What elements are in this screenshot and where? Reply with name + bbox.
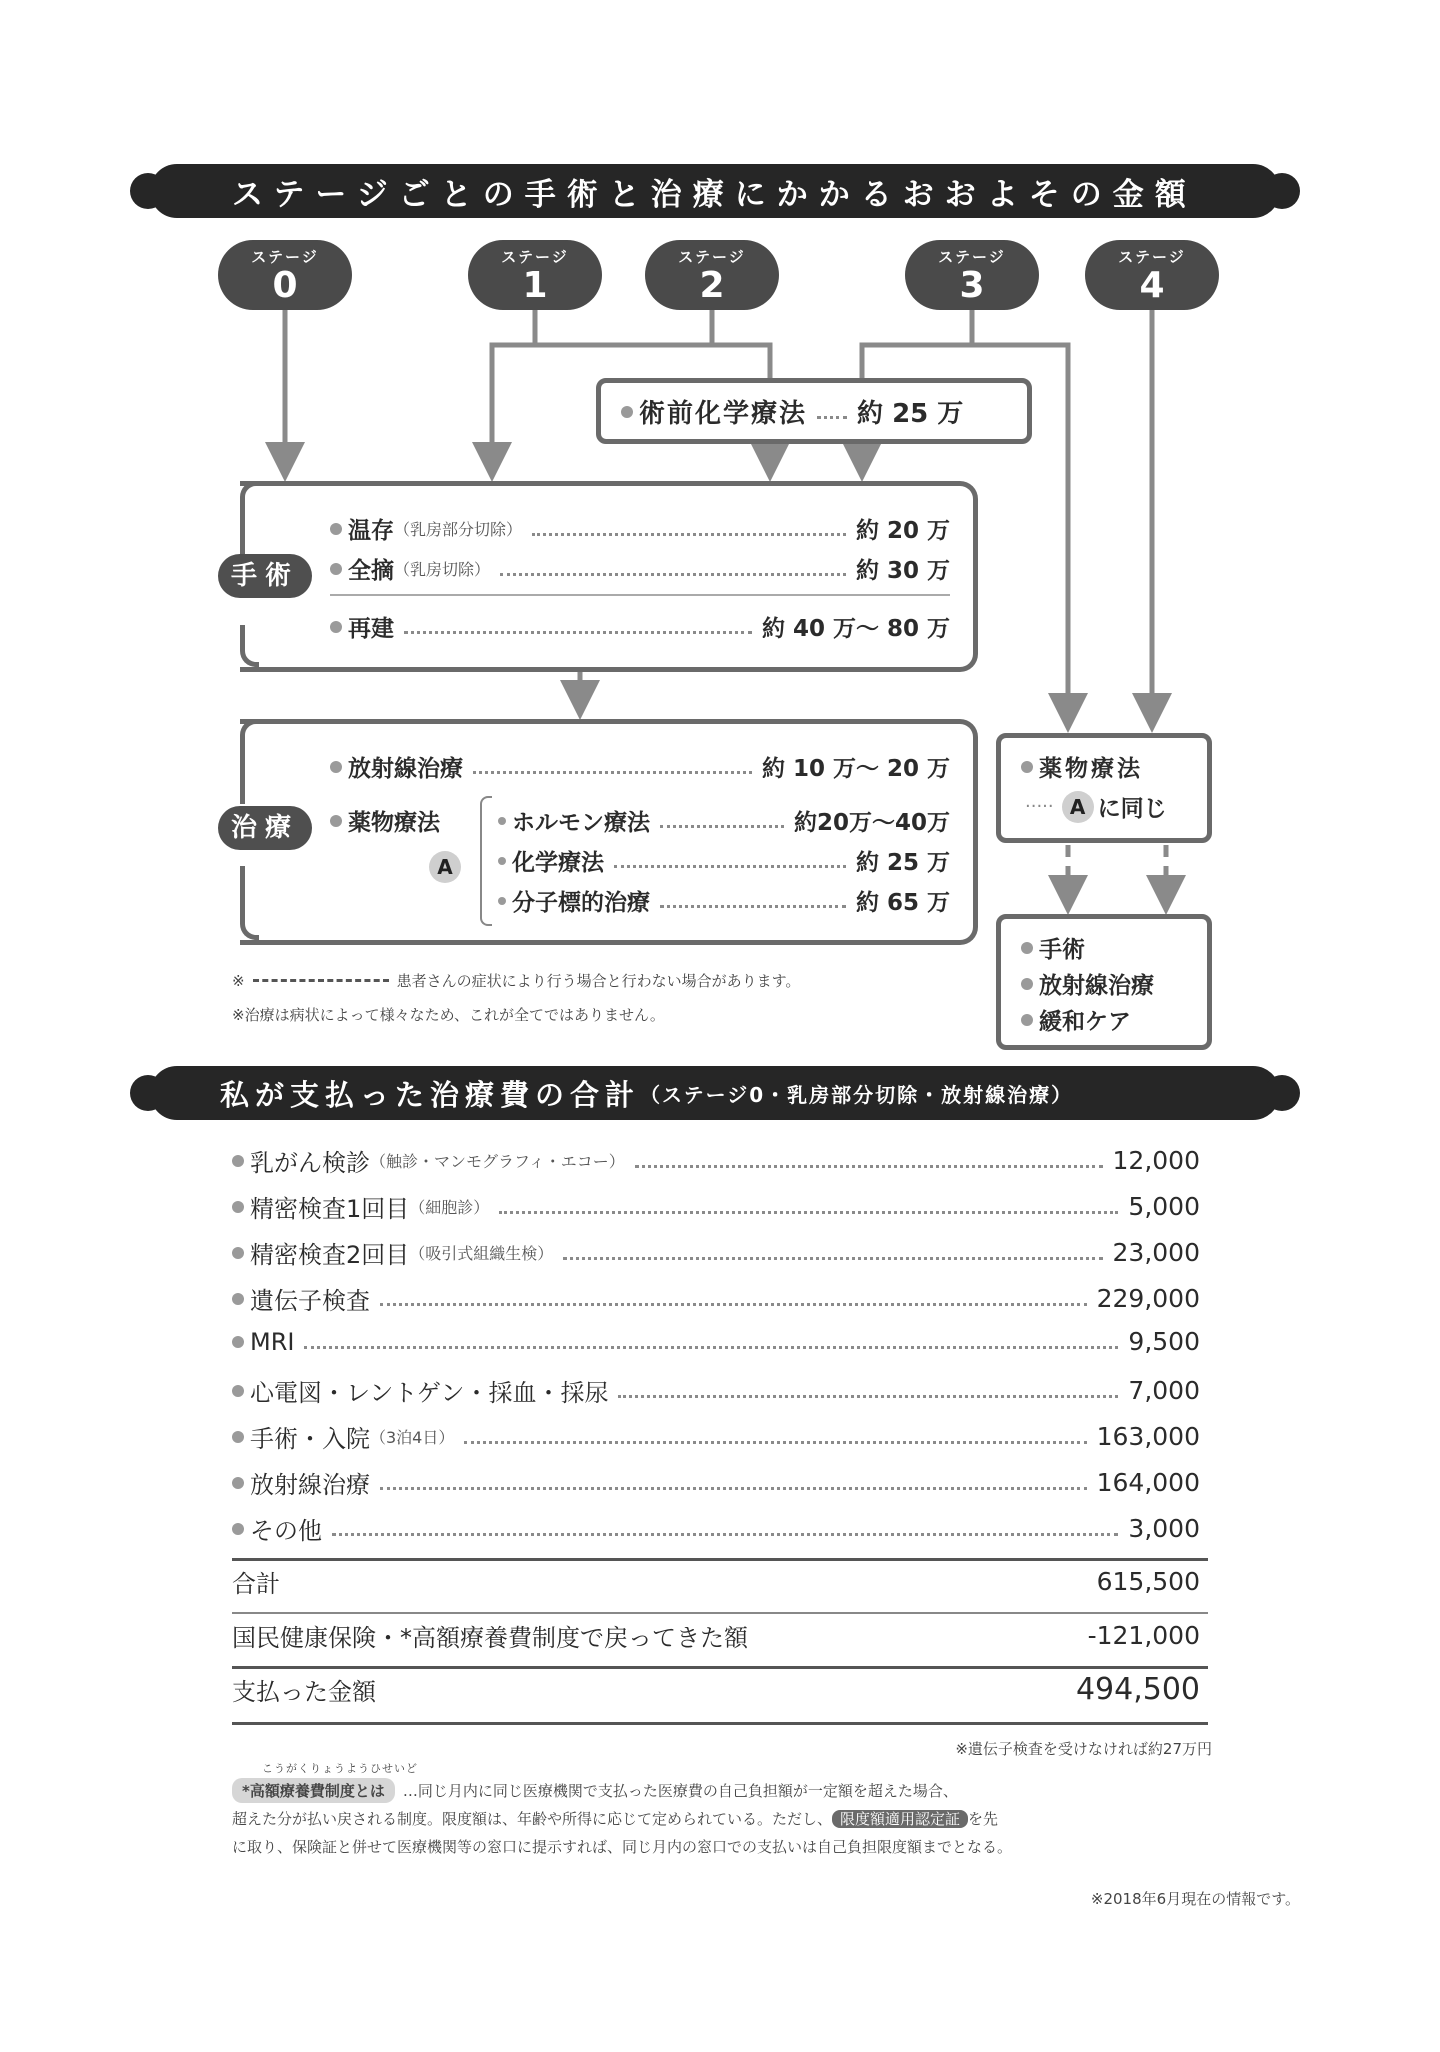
drug-hormone [498,804,950,837]
preop-label: 術前化学療法 [639,399,808,429]
surgery-item-total [330,552,950,585]
total-label: 合計 [232,1570,280,1598]
leader-dots [404,631,752,634]
treatment-drug-label [330,804,440,837]
option-label: 放射線治療 [1039,973,1154,999]
bullet-icon [1021,761,1033,773]
refund-value: -121,000 [1087,1621,1200,1650]
cost-label: 乳がん検診 [250,1149,370,1177]
item-sub: （乳房部分切除） [394,520,523,539]
leader-dots [817,416,847,419]
cost-sub: （3泊4日） [370,1428,455,1447]
surgery-item-conserve [330,512,950,545]
footnote-text: …同じ月内に同じ医療機関で支払った医療費の自己負担額が一定額を超えた場合、 [402,1782,958,1800]
line-stage3-to-preop [862,310,972,378]
footnote-line2 [232,1808,998,1829]
preop-cost: 約 25 万 [857,399,964,429]
stage-number: 3 [959,265,985,306]
leader-dots [473,771,752,774]
bullet-icon [1021,978,1033,990]
divider-line [232,1722,1208,1725]
stage-label: ステージ [501,248,569,266]
treatment-box [240,719,978,945]
bullet-icon [232,1293,244,1305]
item-cost: 約 10 万〜 20 万 [761,756,950,782]
bullet-icon [232,1336,244,1348]
item-label: 分子標的治療 [512,890,650,916]
footnote-line3: に取り、保険証と併せて医療機関等の窓口に提示すれば、同じ月内の窓口での支払いは自己負担限度額までとなる。 [232,1838,1013,1856]
stage-label: ステージ [251,248,319,266]
bullet-icon [1021,942,1033,954]
date-note: ※2018年6月現在の情報です。 [1090,1890,1300,1908]
cost-row [232,1465,1200,1500]
stage-number: 4 [1139,265,1165,306]
right-drug-suffix: に同じ [1097,796,1167,822]
item-cost: 約 30 万 [855,558,950,584]
bullet-icon [232,1155,244,1167]
footnote-line1 [232,1778,958,1803]
item-label: 化学療法 [512,850,604,876]
right-drug-label: 薬物療法 [1039,756,1143,782]
item-label: 再建 [348,616,394,642]
leader-dots [380,1487,1087,1490]
leader-dots [380,1303,1087,1306]
leader-dots [304,1346,1118,1349]
note-text: 患者さんの症状により行う場合と行わない場合があります。 [396,972,801,990]
stage-number: 2 [699,265,725,306]
cost-row [232,1327,1200,1356]
surgery-item-reconstruction [330,610,950,643]
cost-row [232,1189,1200,1224]
refund-row [232,1618,1200,1653]
stage-label: ステージ [938,248,1006,266]
footnote-ruby: こうがくりょうようひせいど [262,1762,418,1775]
cost-value: 23,000 [1112,1238,1200,1267]
bullet-icon [330,523,342,535]
cost-label: 心電図・レントゲン・採血・採尿 [250,1379,609,1407]
item-sub: （乳房切除） [394,560,491,579]
bullet-icon [621,406,633,418]
stage-label: ステージ [678,248,746,266]
bullet-icon [498,817,506,825]
refund-label: 国民健康保険・*高額療養費制度で戻ってきた額 [232,1624,748,1652]
bullet-icon [232,1523,244,1535]
cost-row [232,1143,1200,1178]
cost-sub: （触診・マンモグラフィ・エコー） [370,1152,625,1171]
cost-row [232,1373,1200,1408]
option-palliative [1021,1003,1131,1036]
treatment-radiation [330,750,950,783]
leader-dots [618,1395,1118,1398]
arrow-stage1 [492,310,535,462]
divider-line [232,1612,1208,1614]
bullet-icon [232,1431,244,1443]
item-cost: 約 65 万 [855,890,950,916]
note-prefix: ※ [232,971,245,990]
cost-label: 遺伝子検査 [250,1287,370,1315]
preop-row [621,393,1007,430]
dashed-line-legend [253,979,389,982]
option-label: 緩和ケア [1039,1009,1131,1035]
surgery-box [240,481,978,672]
cost-label: MRI [250,1327,295,1356]
drug-marker-a: A [429,851,461,883]
leader-dots [563,1257,1102,1260]
cost-value: 3,000 [1128,1514,1200,1543]
divider-line [232,1666,1208,1669]
cost-label: 手術・入院 [250,1425,370,1453]
drug-targeted [498,884,950,917]
bullet-icon [232,1477,244,1489]
leader-dots [532,533,846,536]
bullet-icon [1021,1014,1033,1026]
leader-dots [614,865,846,868]
bullet-icon [498,897,506,905]
stage-label: ステージ [1118,248,1186,266]
bullet-icon [330,621,342,633]
cost-value: 12,000 [1112,1146,1200,1175]
drug-marker-a: A [1062,791,1094,823]
line-stage1-to-preop [535,345,770,378]
right-drug-same-row [1025,790,1167,823]
stage-number: 1 [522,265,548,306]
footnote-highlight: 限度額適用認定証 [832,1810,968,1828]
option-label: 手術 [1039,937,1085,963]
right-drug-label-row [1021,750,1143,783]
item-label: 薬物療法 [348,810,440,836]
total-value: 615,500 [1096,1567,1200,1596]
note-variety: ※治療は病状によって様々なため、これが全てではありません。 [232,1006,665,1024]
item-cost: 約 40 万〜 80 万 [761,616,950,642]
cost-value: 9,500 [1128,1327,1200,1356]
leader-dots [332,1533,1118,1536]
bullet-icon [232,1247,244,1259]
banner-left-cap [130,1075,166,1111]
paid-value: 494,500 [1075,1672,1200,1707]
leader-dots [499,1211,1118,1214]
leader-text: ····· [1025,796,1054,817]
cost-value: 229,000 [1096,1284,1200,1313]
section2-subtitle: （ステージ0・乳房部分切除・放射線治療） [640,1082,1074,1107]
paid-row [232,1672,1200,1707]
cost-sub: （細胞診） [409,1198,490,1217]
leader-dots [500,573,846,576]
bullet-icon [232,1201,244,1213]
footnote-text: を先 [968,1810,999,1828]
surgery-tag: 手術 [218,554,312,598]
gene-note: ※遺伝子検査を受けなければ約27万円 [955,1740,1212,1758]
treatment-box-left-stub [240,719,259,804]
bullet-icon [330,563,342,575]
item-label: ホルモン療法 [512,810,650,836]
right-drug-box [996,733,1212,843]
cost-value: 164,000 [1096,1468,1200,1497]
cost-value: 163,000 [1096,1422,1200,1451]
drug-chemo [498,844,950,877]
cost-value: 7,000 [1128,1376,1200,1405]
cost-row [232,1281,1200,1316]
preop-box [596,378,1032,444]
cost-value: 5,000 [1128,1192,1200,1221]
drug-bracket [480,796,492,926]
right-options-box [996,914,1212,1050]
section1-title: ステージごとの手術と治療にかかるおおよその金額 [232,176,1197,213]
treatment-box-left-stub-bottom [240,866,259,940]
cost-label: 精密検査2回目 [250,1241,410,1269]
option-surgery [1021,931,1085,964]
cost-label: 放射線治療 [250,1471,370,1499]
leader-dots [635,1165,1103,1168]
bullet-icon [330,815,342,827]
item-label: 温存 [348,518,394,544]
footnote-text: 超えた分が払い戻される制度。限度額は、年齢や所得に応じて定められている。ただし、 [232,1810,833,1828]
cost-row [232,1235,1200,1270]
leader-dots [464,1441,1086,1444]
surgery-box-left-stub-bottom [240,625,259,667]
surgery-divider [330,594,950,596]
item-cost: 約20万〜40万 [793,810,950,836]
cost-label: 精密検査1回目 [250,1195,410,1223]
paid-label: 支払った金額 [232,1678,376,1706]
cost-row [232,1419,1200,1454]
total-row [232,1564,1200,1599]
item-label: 放射線治療 [348,756,463,782]
bullet-icon [498,857,506,865]
cost-row [232,1511,1200,1546]
footnote-term: *高額療養費制度とは [232,1778,395,1803]
leader-dots [660,905,846,908]
divider-line [232,1558,1208,1561]
item-cost: 約 25 万 [855,850,950,876]
section2-title: 私が支払った治療費の合計 [220,1077,641,1112]
cost-sub: （吸引式組織生検） [409,1244,554,1263]
cost-label: その他 [250,1517,322,1545]
treatment-tag: 治療 [218,806,312,850]
bullet-icon [330,761,342,773]
note-dashed [232,970,800,991]
bullet-icon [232,1385,244,1397]
stage-number: 0 [272,265,298,306]
section2-banner [150,1066,1280,1120]
banner-right-cap [1264,1075,1300,1111]
option-radiation [1021,967,1154,1000]
item-cost: 約 20 万 [855,518,950,544]
leader-dots [660,825,784,828]
item-label: 全摘 [348,558,394,584]
